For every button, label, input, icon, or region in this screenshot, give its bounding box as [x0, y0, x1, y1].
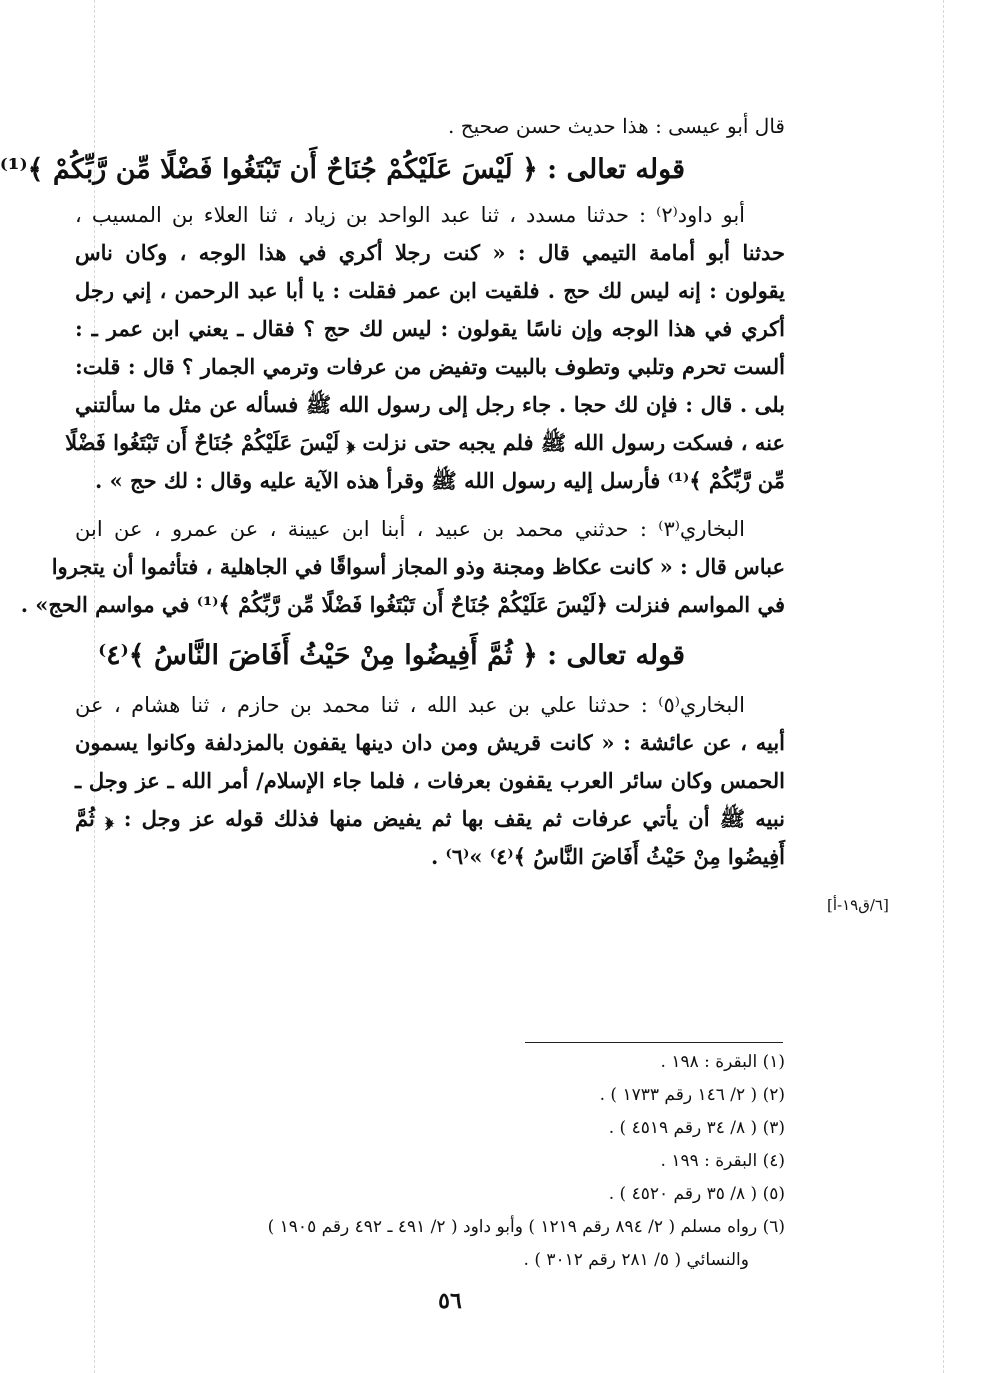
text-line: أَفِيضُوا مِنْ حَيْثُ أَفَاضَ النَّاسُ ﴾⁽٤⁾ »⁽٦⁾ .: [430, 844, 785, 869]
footnote: (٢) ( ٢/ ١٤٦ رقم ١٧٣٣ ) .: [599, 1085, 785, 1105]
text-line: أبو داود⁽٢⁾ : حدثنا مسدد ، ثنا عبد الواحد بن زياد ، ثنا العلاء بن المسيب ،: [75, 203, 745, 227]
footnotes: [75, 1046, 785, 1277]
scan-artifact-line: [943, 0, 944, 1373]
main-text-column: [0, 108, 785, 876]
footnote: (٦) رواه مسلم ( ٢/ ٨٩٤ رقم ١٢١٩ ) وأبو داود ( ٢/ ٤٩١ ـ ٤٩٢ رقم ١٩٠٥ ): [267, 1217, 785, 1237]
text-line: حدثنا أبو أمامة التيمي قال : « كنت رجلا أكري في هذا الوجه ، وكان ناس: [75, 240, 785, 265]
footnote-divider: [525, 1042, 783, 1043]
text-line: أبيه ، عن عائشة : « كانت قريش ومن دان دينها يقفون بالمزدلفة وكانوا يسمون: [75, 730, 785, 755]
manuscript-margin-reference: [٦/ق١٩-أ]: [827, 896, 889, 914]
page-number: ٥٦: [438, 1288, 462, 1314]
paragraph-bukhari-1: [20, 510, 785, 624]
intro-line: قال أبو عيسى : هذا حديث حسن صحيح .: [447, 114, 785, 138]
text-line: في المواسم فنزلت ﴿لَيْسَ عَلَيْكُمْ جُنَاحٌ أَن تَبْتَغُوا فَضْلًا مِّن رَّبِّكُمْ ﴾⁽¹⁾ في مواسم الحج» .: [20, 592, 785, 617]
section-heading-1: قوله تعالى : ﴿ لَيْسَ عَلَيْكُمْ جُنَاحٌ أَن تَبْتَغُوا فَضْلًا مِّن رَّبِّكُمْ ﴾⁽¹⁾: [0, 154, 685, 185]
section-heading-2: قوله تعالى : ﴿ ثُمَّ أَفِيضُوا مِنْ حَيْثُ أَفَاضَ النَّاسُ ﴾⁽٤⁾: [98, 640, 685, 671]
text-line: ألست تحرم وتلبي وتطوف بالبيت وتفيض من عرفات وترمي الجمار ؟ قال : قلت:: [75, 354, 785, 379]
footnote: (٣) ( ٨/ ٣٤ رقم ٤٥١٩ ) .: [608, 1118, 785, 1138]
footnote: (١) البقرة : ١٩٨ .: [660, 1052, 785, 1072]
text-line: عباس قال : « كانت عكاظ ومجنة وذو المجاز أسواقًا في الجاهلية ، فتأثموا أن يتجروا: [51, 554, 785, 579]
paragraph-abu-dawud: [65, 196, 785, 500]
text-line: نبيه ﷺ أن يأتي عرفات ثم يقف بها ثم يفيض منها فذلك قوله عز وجل : ﴿ ثُمَّ: [75, 806, 785, 831]
text-line: مِّن رَّبِّكُمْ ﴾⁽¹⁾ فأرسل إليه رسول الله ﷺ وقرأ هذه الآية عليه وقال : لك حج » .: [94, 468, 785, 493]
text-line: البخاري⁽٥⁾ : حدثنا علي بن عبد الله ، ثنا محمد بن حازم ، ثنا هشام ، عن: [75, 693, 745, 717]
text-line: بلى . قال : فإن لك حجا . جاء رجل إلى رسول الله ﷺ فسأله عن مثل ما سألتني: [75, 392, 785, 417]
footnote-continuation: والنسائي ( ٥/ ٢٨١ رقم ٣٠١٢ ) .: [523, 1250, 749, 1270]
footnote: (٥) ( ٨/ ٣٥ رقم ٤٥٢٠ ) .: [608, 1184, 785, 1204]
footnote: (٤) البقرة : ١٩٩ .: [660, 1151, 785, 1171]
text-line: يقولون : إنه ليس لك حج . فلقيت ابن عمر فقلت : يا أبا عبد الرحمن ، إني رجل: [75, 278, 785, 303]
paragraph-bukhari-2: [75, 686, 785, 876]
text-line: أكري في هذا الوجه وإن ناسًا يقولون : ليس لك حج ؟ فقال ـ يعني ابن عمر ـ :: [75, 316, 785, 341]
text-line: الحمس وكان سائر العرب يقفون بعرفات ، فلما جاء الإسلام/ أمر الله ـ عز وجل ـ: [75, 768, 785, 793]
text-line: البخاري⁽٣⁾ : حدثني محمد بن عبيد ، أبنا ابن عيينة ، عن عمرو ، عن ابن: [75, 517, 745, 541]
text-line: عنه ، فسكت رسول الله ﷺ فلم يجبه حتى نزلت ﴿ لَيْسَ عَلَيْكُمْ جُنَاحٌ أَن تَبْتَغُوا فَضْلًا: [65, 430, 785, 455]
